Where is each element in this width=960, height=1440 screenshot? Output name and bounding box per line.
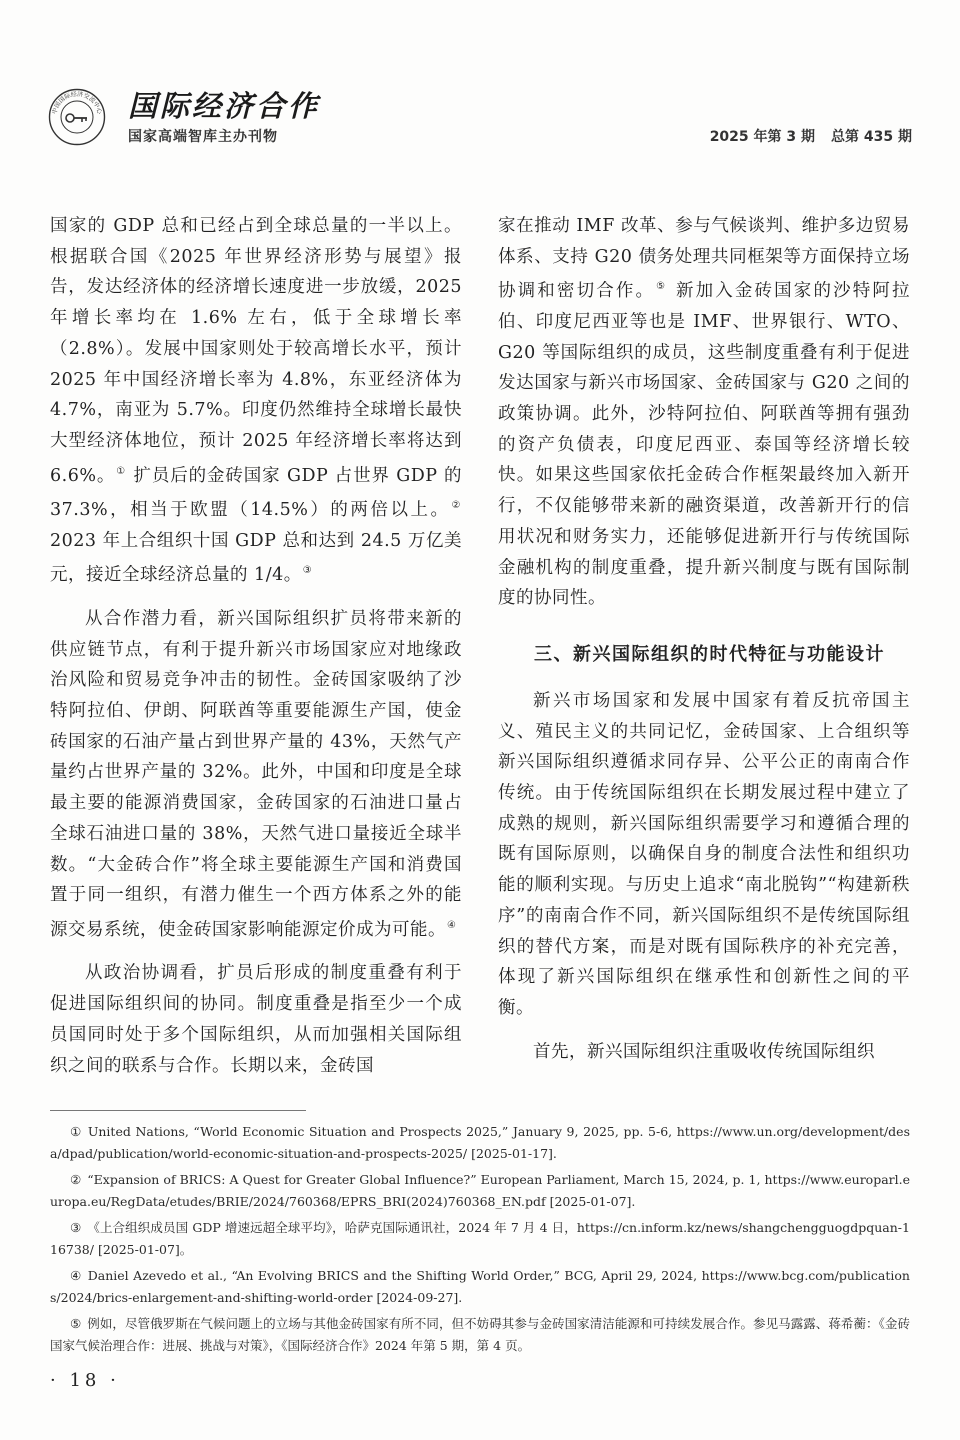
page-header — [48, 82, 912, 152]
footnote-mark: ② — [70, 1172, 82, 1187]
footnote-ref[interactable]: ④ — [447, 919, 457, 931]
footnote-text: United Nations, “World Economic Situation and Prospects 2025,” January 9, 2025, pp. 5-6, https://www.un.org/development/desa/dpad/publication/world-economic-situation-and-prospects-2025/ [2025-01-17]. — [50, 1124, 910, 1161]
paragraph-text: 家在推动 IMF 改革、参与气候谈判、维护多边贸易体系、支持 G20 债务处理共同框架等方面保持立场协调和密切合作。 — [498, 216, 910, 302]
footnote-mark: ④ — [70, 1268, 82, 1283]
footnote-item — [50, 1121, 910, 1165]
footnote-mark: ① — [70, 1124, 82, 1139]
paragraph-text: 新加入金砖国家的沙特阿拉伯、印度尼西亚等也是 IMF、世界银行、WTO、G20 等国际组织的成员，这些制度重叠有利于促进发达国家与新兴市场国家、金砖国家与 G20 之间的政策协调。此外，沙特阿拉伯、阿联酋等拥有强劲的资产负债表，印度尼西亚、泰国等经济增长较快。如果这些国家依托金砖合作框架最终加入新开行，不仅能够带来新的融资渠道，改善新开行的信用状况和财务实力，还能够促进新开行与传统国际金融机构的制度重叠，提升新兴制度与既有国际制度的协同性。 — [498, 281, 911, 609]
right-column — [498, 211, 910, 1067]
footnote-text: “Expansion of BRICS: A Quest for Greater Global Influence?” European Parliament, March 15, 2024, p. 1, https://www.europarl.europa.eu/RegData/etudes/BRIE/2024/760368/EPRS_BRI(2024)760368_EN.pdf [2025-01-07]. — [50, 1172, 910, 1209]
page-number: · 18 · — [50, 1370, 120, 1391]
total-issue-number: 总第 435 期 — [831, 129, 912, 145]
issue-info — [710, 126, 912, 146]
footnote-text: 例如，尽管俄罗斯在气候问题上的立场与其他金砖国家有所不同，但不妨碍其参与金砖国家清洁能源和可持续发展合作。参见马露露、蒋希蘅：《金砖国家气候治理合作：进展、挑战与对策》，《国际经济合作》2024 年第 5 期，第 4 页。 — [50, 1316, 910, 1353]
footnote-ref[interactable]: ① — [116, 465, 127, 477]
footnote-item — [50, 1265, 910, 1309]
paragraph: 首先，新兴国际组织注重吸收传统国际组织 — [533, 1041, 875, 1062]
journal-title: 国际经济合作 — [128, 89, 321, 123]
footnote-item — [50, 1313, 910, 1357]
footnote-ref[interactable]: ⑤ — [656, 281, 668, 293]
paragraph-text: 国家的 GDP 总和已经占到全球总量的一半以上。根据联合国《2025 年世界经济形势与展望》报告，发达经济体的经济增长速度进一步放缓，2025 年增长率均在 1.6% 左右，低于全球增长率（2.8%）。发展中国家则处于较高增长水平，预计 2025 年中国经济增长率为 4.8%，东亚经济体为 4.7%，南亚为 5.7%。印度仍然维持全球增长最快大型经济体地位，预计 2025 年经济增长率将达到 6.6%。 — [50, 216, 462, 486]
footnote-ref[interactable]: ② — [451, 500, 461, 512]
footnote-item — [50, 1169, 910, 1213]
paragraph: 新兴市场国家和发展中国家有着反抗帝国主义、殖民主义的共同记忆，金砖国家、上合组织等新兴国际组织遵循求同存异、公平公正的南南合作传统。由于传统国际组织在长期发展过程中建立了成熟的规则，新兴国际组织需要学习和遵循合理的既有国际原则，以确保自身的制度合法性和组织功能的顺利实现。与历史上追求“南北脱钩”“构建新秩序”的南南合作不同，新兴国际组织不是传统国际组织的替代方案，而是对既有国际秩序的补充完善，体现了新兴国际组织在继承性和创新性之间的平衡。 — [498, 690, 910, 1018]
paragraph — [498, 211, 910, 614]
footnote-text: 《上合组织成员国 GDP 增速远超全球平均》，哈萨克国际通讯社，2024 年 7 月 4 日，https://cn.inform.kz/news/shangchengguogdpquan-116738/ [2025-01-07]。 — [50, 1220, 910, 1257]
footnotes — [50, 1110, 910, 1361]
footnote-item — [50, 1217, 910, 1261]
paragraph-text: 扩员后的金砖国家 GDP 占世界 GDP 的 37.3%，相当于欧盟（14.5%）的两倍以上。 — [50, 465, 462, 520]
paragraph-text: 从合作潜力看，新兴国际组织扩员将带来新的供应链节点，有利于提升新兴市场国家应对地缘政治风险和贸易竞争冲击的韧性。金砖国家吸纳了沙特阿拉伯、伊朗、阿联酋等重要能源生产国，使金砖国家的石油产量占到世界产量的 43%，天然气产量约占世界产量的 32%。此外，中国和印度是全球最主要的能源消费国家，金砖国家的石油进口量占全球石油进口量的 38%，天然气进口量接近全球半数。“大金砖合作”将全球主要能源生产国和消费国置于同一组织，有潜力催生一个西方体系之外的能源交易系统，使金砖国家影响能源定价成为可能。 — [50, 608, 462, 940]
seal-text: 中国国际经济交流中心 — [51, 90, 103, 115]
footnote-mark: ⑤ — [70, 1316, 82, 1331]
issue-number: 2025 年第 3 期 — [709, 129, 816, 145]
paragraph — [50, 604, 462, 946]
journal-subtitle: 国家高端智库主办刊物 — [128, 129, 278, 145]
paragraph-text: 2023 年上合组织十国 GDP 总和达到 24.5 万亿美元，接近全球经济总量的 1/4。 — [50, 530, 462, 586]
paragraph: 从政治协调看，扩员后形成的制度重叠有利于促进国际组织间的协同。制度重叠是指至少一个成员国同时处于多个国际组织，从而加强相关国际组织之间的联系与合作。长期以来，金砖国 — [50, 963, 462, 1076]
journal-seal-logo — [48, 88, 106, 146]
footnote-divider — [50, 1110, 306, 1111]
footnote-ref[interactable]: ③ — [302, 565, 313, 577]
footnote-mark: ③ — [70, 1220, 82, 1235]
left-column — [50, 211, 462, 1081]
section-heading: 三、新兴国际组织的时代特征与功能设计 — [534, 643, 885, 665]
paragraph — [50, 211, 462, 591]
footnote-text: Daniel Azevedo et al., “An Evolving BRICS and the Shifting World Order,” BCG, April 29, 2024, https://www.bcg.com/publications/2024/brics-enlargement-and-shifting-world-order [2024-09-27]. — [50, 1268, 910, 1305]
